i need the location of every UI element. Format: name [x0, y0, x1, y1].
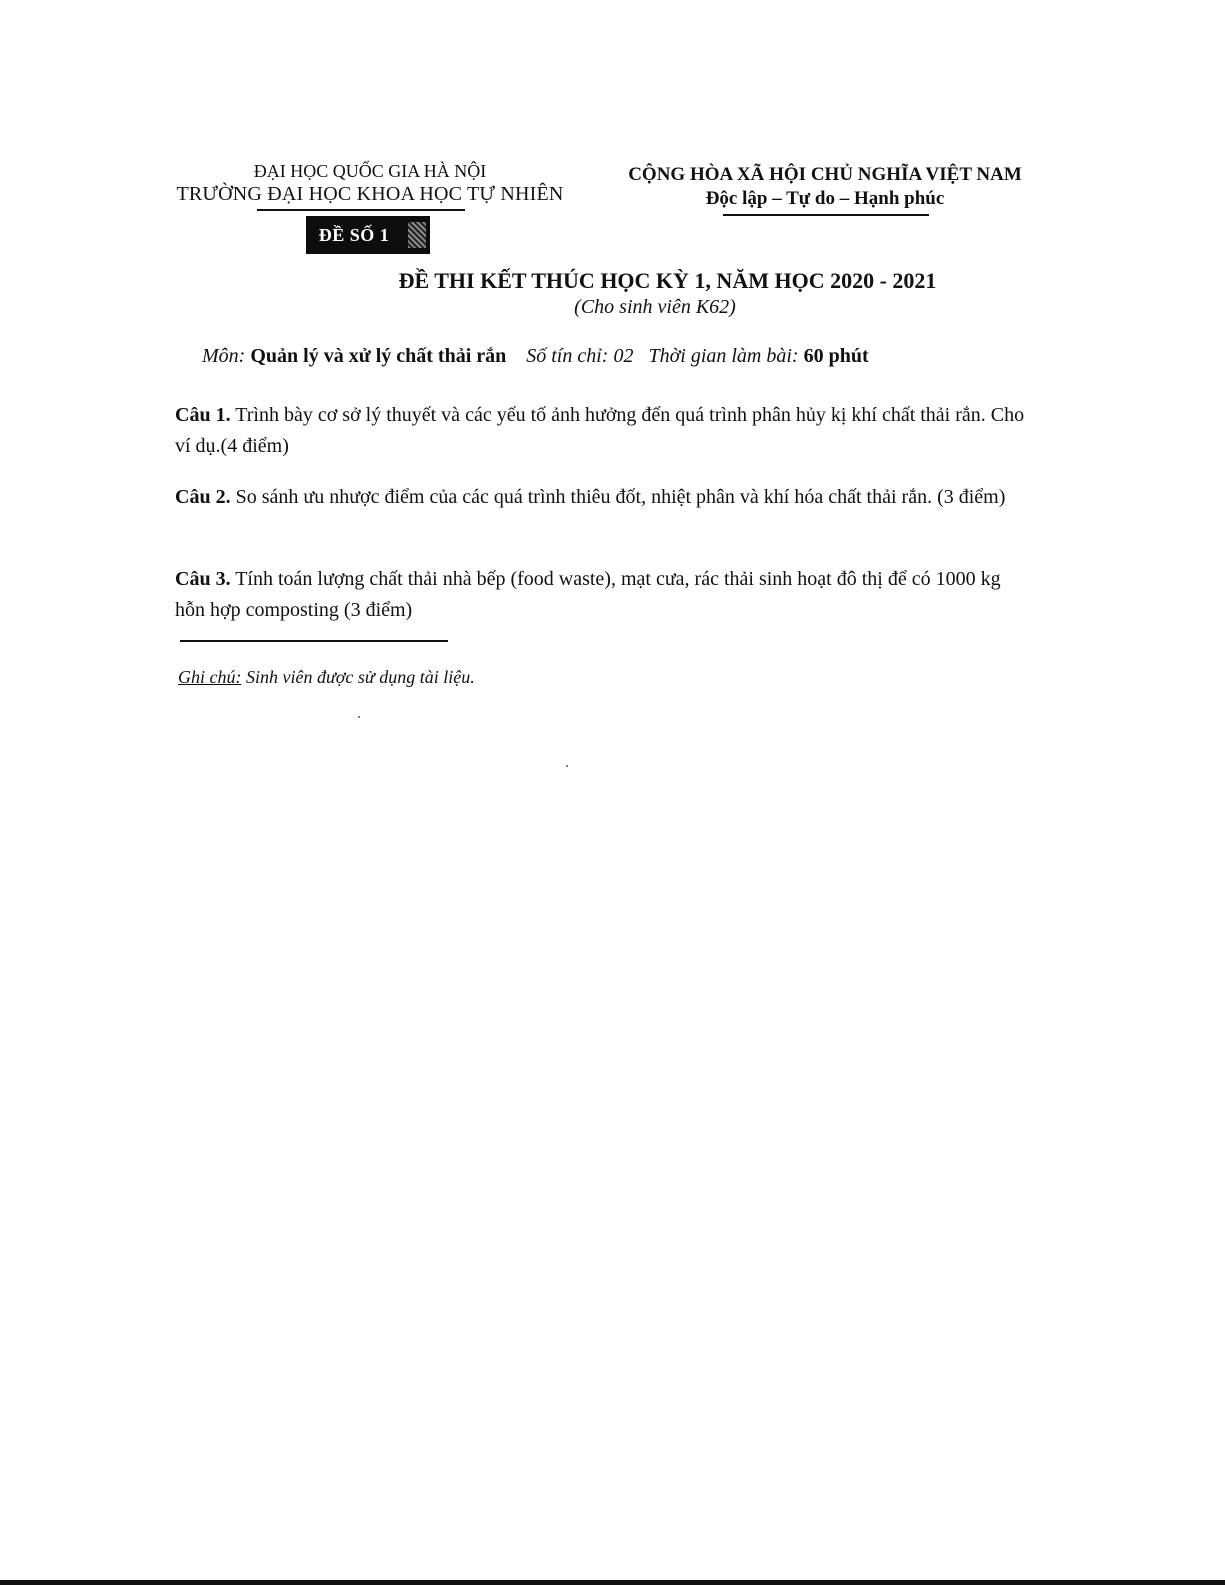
footnote	[178, 667, 475, 688]
national-header	[615, 163, 1035, 211]
subject-name: Quản lý và xử lý chất thải rắn	[250, 345, 507, 367]
country-name: CỘNG HÒA XÃ HỘI CHỦ NGHĨA VIỆT NAM	[628, 164, 1022, 185]
footnote-text: Sinh viên được sử dụng tài liệu.	[245, 667, 475, 687]
question-label: Câu 1.	[175, 404, 231, 426]
question-2	[175, 482, 1025, 513]
question-3	[175, 564, 1025, 626]
exam-title: ĐỀ THI KẾT THÚC HỌC KỲ 1, NĂM HỌC 2020 - 2021	[398, 268, 937, 293]
time-label: Thời gian làm bài:	[648, 345, 799, 367]
country-motto: Độc lập – Tự do – Hạnh phúc	[705, 188, 945, 209]
exam-variant-badge	[306, 216, 430, 254]
question-text: So sánh ưu nhược điểm của các quá trình thiêu đốt, nhiệt phân và khí hóa chất thải rắn. (3 điểm)	[235, 486, 1006, 508]
time-value: 60 phút	[803, 345, 869, 367]
question-label: Câu 2.	[175, 486, 231, 508]
question-text: Tính toán lượng chất thải nhà bếp (food waste), mạt cưa, rác thải sinh hoạt đô thị để có 1000 kg hỗn hợp composting (3 điểm)	[175, 568, 1001, 621]
question-label: Câu 3.	[175, 568, 231, 590]
faculty-name: TRƯỜNG ĐẠI HỌC KHOA HỌC TỰ NHIÊN	[176, 183, 564, 205]
motto-underline	[723, 214, 929, 216]
footnote-label: Ghi chú:	[178, 667, 242, 687]
scan-dust-mark	[566, 765, 568, 767]
question-1	[175, 400, 1025, 462]
subject-line	[202, 345, 869, 368]
credits-value: 02	[613, 345, 634, 367]
university-name: ĐẠI HỌC QUỐC GIA HÀ NỘI	[253, 161, 487, 181]
university-header	[150, 160, 590, 206]
footer-divider	[180, 640, 448, 642]
credits-label: Số tín chỉ:	[526, 345, 609, 367]
scan-dust-mark	[358, 716, 360, 718]
scan-bottom-edge	[0, 1580, 1225, 1585]
scan-speckle-icon	[408, 222, 426, 248]
question-text: Trình bày cơ sở lý thuyết và các yếu tố ảnh hưởng đến quá trình phân hủy kị khí chất thải rắn. Cho ví dụ.(4 điểm)	[175, 404, 1025, 457]
exam-variant-label: ĐỀ SỐ 1	[318, 225, 390, 245]
subject-label: Môn:	[202, 345, 246, 367]
exam-subtitle: (Cho sinh viên K62)	[574, 296, 736, 318]
university-underline	[257, 209, 465, 211]
